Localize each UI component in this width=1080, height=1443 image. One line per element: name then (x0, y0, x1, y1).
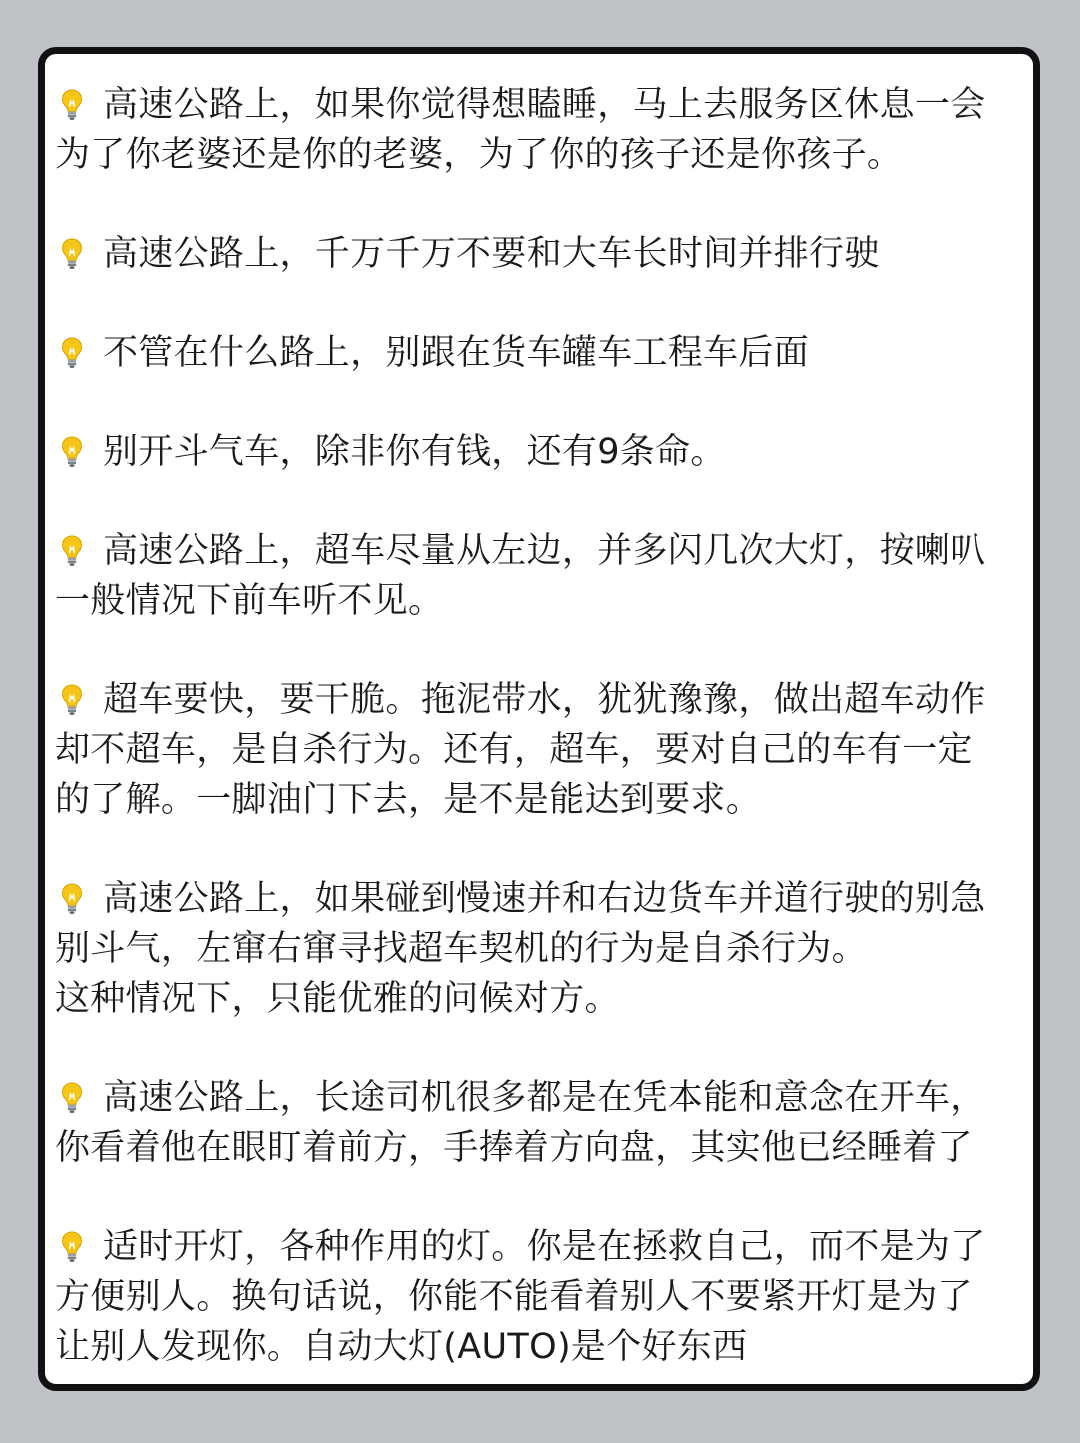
tip-item (55, 1073, 1033, 1173)
light-bulb-icon (55, 80, 89, 130)
tip-text: 却不超车，是自杀行为。还有，超车，要对自己的车有一定 (55, 730, 973, 770)
tip-item (55, 675, 1033, 825)
tip-text: 高速公路上，超车尽量从左边，并多闪几次大灯，按喇叭 (103, 531, 986, 571)
tips-card (38, 47, 1040, 1391)
tip-text: 别斗气，左窜右窜寻找超车契机的行为是自杀行为。 (55, 929, 867, 969)
light-bulb-icon (55, 1222, 89, 1272)
light-bulb-icon (55, 675, 89, 725)
light-bulb-icon (55, 427, 89, 477)
tip-text: 一般情况下前车听不见。 (55, 581, 444, 621)
tip-item (55, 427, 1033, 477)
tip-item (55, 526, 1033, 626)
tip-text: 为了你老婆还是你的老婆，为了你的孩子还是你孩子。 (55, 135, 903, 175)
tip-text: 不管在什么路上，别跟在货车罐车工程车后面 (103, 333, 810, 373)
tip-text: 超车要快，要干脆。拖泥带水，犹犹豫豫，做出超车动作 (103, 680, 986, 720)
light-bulb-icon (55, 229, 89, 279)
tip-text: 高速公路上，如果你觉得想瞌睡，马上去服务区休息一会 (103, 85, 986, 125)
tip-text: 高速公路上，千万千万不要和大车长时间并排行驶 (103, 234, 880, 274)
tip-text: 高速公路上，如果碰到慢速并和右边货车并道行驶的别急 (103, 879, 986, 919)
light-bulb-icon (55, 526, 89, 576)
tip-text: 的了解。一脚油门下去，是不是能达到要求。 (55, 780, 762, 820)
light-bulb-icon (55, 1073, 89, 1123)
tip-text: 让别人发现你。自动大灯(AUTO)是个好东西 (55, 1327, 748, 1367)
tip-text: 你看着他在眼盯着前方，手捧着方向盘，其实他已经睡着了 (55, 1128, 973, 1168)
tip-item (55, 80, 1033, 180)
tip-text: 适时开灯，各种作用的灯。你是在拯救自己，而不是为了 (103, 1227, 986, 1267)
tip-item (55, 229, 1033, 279)
tip-item (55, 874, 1033, 1024)
tip-text: 这种情况下，只能优雅的问候对方。 (55, 979, 620, 1019)
tip-text: 高速公路上，长途司机很多都是在凭本能和意念在开车， (103, 1078, 986, 1118)
light-bulb-icon (55, 328, 89, 378)
light-bulb-icon (55, 874, 89, 924)
tip-text: 别开斗气车，除非你有钱，还有9条命。 (103, 432, 726, 472)
tip-text: 方便别人。换句话说，你能不能看着别人不要紧开灯是为了 (55, 1277, 973, 1317)
tip-item (55, 1222, 1033, 1372)
tip-item (55, 328, 1033, 378)
